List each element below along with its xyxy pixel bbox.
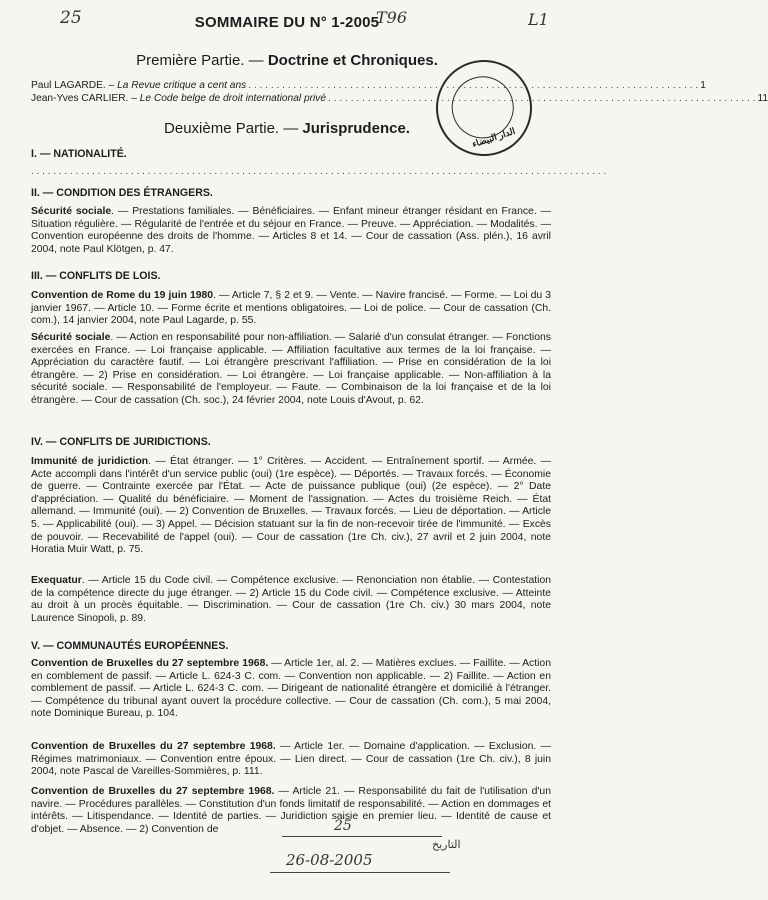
doctrine-page: 11 xyxy=(757,93,768,104)
doctrine-work: Le Code belge de droit international privé xyxy=(139,93,327,104)
entry-body: — Article 1er, al. 2. — Matières exclues. — Faillite. — Action en comblement de passif. — Article L. 624-3 C. com. — Convention non applicable. — 2) Faillite. — Action en comblement de passif. — Article L. 624-3 C. com. — Dirigeant de nationalité étrangère et domicilié à l'étranger. — Compétence du tribunal ayant ouvert la procédure collective. — Cour de cassation (Ch. com.), 5 mai 2004, note Dominique Bureau, p. 104. xyxy=(31,658,551,720)
part-two-title: Jurisprudence. xyxy=(302,120,410,137)
part-two-prefix: Deuxième Partie. — xyxy=(164,120,303,137)
entry-heading: Convention de Bruxelles du 27 septembre 1968. xyxy=(31,741,276,752)
handwritten-number-bottom: 25 xyxy=(334,818,352,834)
section-heading: III. — CONFLITS DE LOIS. xyxy=(31,270,161,282)
entry-body: — Article 21. — Responsabilité du fait de l'utilisation d'un navire. — Procédures parallèles. — Constitution d'un fonds limitatif de responsabilité. — Action en dommages et intérêts. — Litispendance. — Identité de parties. — Juridiction saisie en premier lieu. — Identité de cause et d'objet. — Absence. — 2) Convention de xyxy=(31,786,551,835)
jurisprudence-entry xyxy=(31,575,551,625)
jurisprudence-entry xyxy=(31,456,551,557)
part-two-heading xyxy=(0,120,574,137)
doctrine-author: Jean-Yves CARLIER. – xyxy=(31,93,140,104)
handwritten-date: 26-08-2005 xyxy=(286,851,373,869)
handwritten-code-top-right: L1 xyxy=(528,10,549,29)
entry-body: — Article 1er. — Domaine d'application. — Exclusion. — Régimes matrimoniaux. — Convention entre époux. — Lien direct. — Cour de cassation (1re Ch. civ.), 8 juin 2004, note Pascal de Vareilles-Sommières, p. 111. xyxy=(31,741,551,778)
entry-heading: Immunité de juridiction xyxy=(31,456,149,467)
jurisprudence-entry xyxy=(31,786,551,836)
part-one-prefix: Première Partie. — xyxy=(136,52,268,69)
jurisprudence-entry xyxy=(31,658,551,721)
jurisprudence-entry xyxy=(31,741,551,779)
doctrine-page: 1 xyxy=(700,80,706,91)
doctrine-row xyxy=(31,80,706,92)
part-one-title: Doctrine et Chroniques. xyxy=(267,52,438,69)
handwritten-code-top: T96 xyxy=(376,8,408,27)
section-heading: V. — COMMUNAUTÉS EUROPÉENNES. xyxy=(31,640,229,652)
signature-underline xyxy=(270,872,450,873)
entry-body: . — État étranger. — 1° Critères. — Accident. — Entraînement sportif. — Armée. — Acte accompli dans l'intérêt d'un service public (oui) (1re espèce). — Déportés. — Travaux forcés. — Économie de guerre. — Contrainte exercée par l'État. — Acte de puissance publique (oui) (2e espèce). — 2° Date d'appréciation. — Qualité du bénéficiaire. — Moment de l'assignation. — Actes du troisième Reich. — État allemand. — Immunité (oui). — 2) Convention de Bruxelles. — Travaux forcés. — Lieu de déportation. — Article 5. — Applicabilité (oui). — 3) Appel. — Décision statuant sur la fin de non-recevoir tirée de l'immunité. — Excès de pouvoir. — Recevabilité de l'appel (oui). — Cour de cassation (1re Ch. civ.), 27 avril et 2 juin 2004, note Horatia Muir Watt, p. 75. xyxy=(31,456,551,556)
entry-heading: Sécurité sociale xyxy=(31,332,111,343)
handwritten-date-label: التاريخ xyxy=(432,838,461,851)
doctrine-work: La Revue critique a cent ans xyxy=(117,80,247,91)
summary-title: SOMMAIRE DU N° 1-2005 xyxy=(194,14,380,31)
section-heading: II. — CONDITION DES ÉTRANGERS. xyxy=(31,187,213,199)
section-heading: I. — NATIONALITÉ. xyxy=(31,148,127,160)
handwritten-number-top-left: 25 xyxy=(60,8,82,28)
entry-body: . — Action en responsabilité pour non-affiliation. — Salarié d'un consulat étranger. — Fonctions exercées en France. — Loi française applicable. — Affiliation facultative aux termes de la loi française. — Appréciation du caractère fautif. — Loi étrangère prescrivant l'affiliation. — Prise en considération de la loi étrangère. — 2) Prise en considération. — Loi étrangère. — Loi française applicable. — Non-affiliation à la sécurité sociale. — Responsabilité de l'employeur. — Faute. — Combinaison de la loi française et de la loi étrangère. — Cour de cassation (Ch. soc.), 24 février 2004, note Louis d'Avout, p. 62. xyxy=(31,332,551,406)
stamp-label: الدار البيضاء xyxy=(470,125,517,150)
jurisprudence-entry xyxy=(31,290,551,328)
signature-underline xyxy=(282,836,442,837)
jurisprudence-entry xyxy=(31,332,551,408)
entry-heading: Sécurité sociale xyxy=(31,206,112,217)
jurisprudence-entry xyxy=(31,206,551,256)
entry-heading: Exequatur xyxy=(31,575,82,586)
dot-leader: . . . . . . . . . . . . . . . . . . . . . . . . . . . . . . . . . . . . . . . . . . . . . . . . . . . . . . . . . . . . . . . . . . . . . . . . . . . . . . . . xyxy=(248,80,699,91)
entry-body: . — Article 7, § 2 et 9. — Vente. — Navire francisé. — Forme. — Loi du 3 janvier 1967. — Article 10. — Forme écrite et mentions obligatoires. — Loi de police. — Cour de cassation (Ch. com.), 14 janvier 2004, note Paul Lagarde, p. 55. xyxy=(31,290,551,327)
entry-heading: Convention de Bruxelles du 27 septembre 1968. xyxy=(31,786,275,797)
doctrine-row xyxy=(31,93,768,105)
section-heading: IV. — CONFLITS DE JURIDICTIONS. xyxy=(31,436,211,448)
dot-leader: . . . . . . . . . . . . . . . . . . . . . . . . . . . . . . . . . . . . . . . . . . . . . . . . . . . . . . . . . . . . . . . . . . . . . . . . . . . . xyxy=(328,93,756,104)
entry-heading: Convention de Bruxelles du 27 septembre 1968. xyxy=(31,658,269,669)
entry-heading: Convention de Rome du 19 juin 1980 xyxy=(31,290,214,301)
entry-body: . — Article 15 du Code civil. — Compétence exclusive. — Renonciation non établie. — Contestation de la compétence directe du juge étranger. — 2) Article 15 du Code civil. — Compétence exclusive. — Atteinte au droit à un procès équitable. — Discrimination. — Cour de cassation (1re Ch. civ.) 30 mars 2004, note Laurence Sinopoli, p. 89. xyxy=(31,575,551,624)
entry-body: . — Prestations familiales. — Bénéficiaires. — Enfant mineur étranger résidant en France. — Situation régulière. — Régularité de l'entrée et du séjour en France. — Preuve. — Appréciation. — Modalités. — Convention européenne des droits de l'homme. — Articles 8 et 14. — Cour de cassation (Ass. plén.), 16 avril 2004, note Paul Klötgen, p. 47. xyxy=(31,206,551,255)
doctrine-author: Paul LAGARDE. – xyxy=(31,80,118,91)
dot-leader: . . . . . . . . . . . . . . . . . . . . . . . . . . . . . . . . . . . . . . . . . . . . . . . . . . . . . . . . . . . . . . . . . . . . . . . . . . . . . . . . . . . . . . . . . . . . . . . . . . . . . . . . xyxy=(31,166,607,177)
